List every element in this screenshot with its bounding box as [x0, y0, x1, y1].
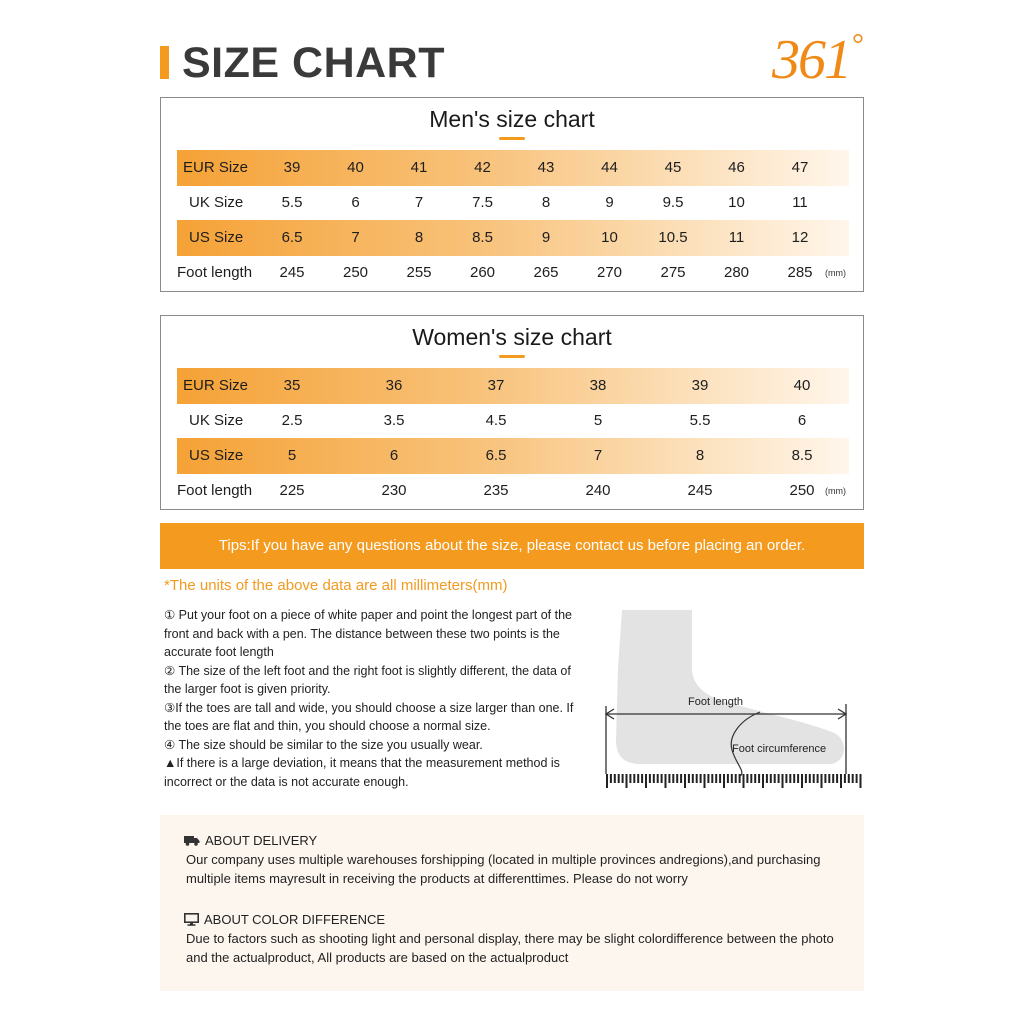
row-label: UK Size: [189, 194, 244, 211]
page-title: SIZE CHART: [182, 39, 445, 87]
size-cell: 11: [728, 229, 745, 246]
size-cell: 235: [483, 482, 509, 499]
size-cell: 40: [347, 159, 364, 176]
size-cell: 8.5: [791, 447, 813, 464]
step-3: ③If the toes are tall and wide, you should choose a size larger than one. If the toes are flat and thin, you should choose a normal size.: [164, 700, 574, 733]
ruler-tick: [657, 774, 659, 783]
ruler-tick: [731, 774, 733, 783]
size-cell: 7: [414, 194, 424, 211]
ruler-tick: [610, 774, 612, 783]
ruler-tick: [614, 774, 616, 783]
ruler-tick: [801, 774, 803, 788]
foot-length-label: Foot length: [688, 696, 744, 708]
size-cell: 44: [601, 159, 618, 176]
size-cell: 37: [487, 377, 505, 394]
ruler-tick: [711, 774, 713, 783]
ruler-tick: [649, 774, 651, 783]
ruler-tick: [766, 774, 768, 783]
ruler-tick: [665, 774, 667, 788]
size-row: [177, 150, 849, 186]
ruler-tick: [782, 774, 784, 788]
ruler-tick: [793, 774, 795, 783]
size-cell: 5.5: [689, 412, 711, 429]
color-difference-heading: ABOUT COLOR DIFFERENCE: [204, 912, 386, 927]
size-cell: 47: [791, 159, 809, 176]
ruler-tick: [758, 774, 760, 783]
ruler-tick: [684, 774, 686, 788]
size-cell: 6: [351, 194, 360, 211]
size-cell: 8: [541, 194, 551, 211]
ruler-tick: [645, 774, 647, 788]
size-cell: 6: [797, 412, 807, 429]
size-row: [177, 220, 849, 256]
delivery-text: Our company uses multiple warehouses forshipping (located in multiple provinces andregions),and purchasing multiple items mayresult in receiving the products at differenttimes. Please do not worry: [186, 852, 821, 886]
ruler-tick: [653, 774, 655, 783]
size-cell: 12: [791, 229, 809, 246]
measurement-steps: [164, 606, 589, 791]
ruler-tick: [641, 774, 643, 783]
ruler-tick: [743, 774, 745, 788]
size-cell: 41: [410, 159, 428, 176]
size-cell: 265: [533, 264, 559, 281]
delivery-heading: ABOUT DELIVERY: [205, 833, 318, 848]
foot-circumference-label: Foot circumference: [732, 743, 827, 755]
ruler-tick: [848, 774, 850, 783]
size-cell: 230: [381, 482, 407, 499]
size-cell: 250: [789, 482, 815, 499]
size-cell: 42: [474, 159, 491, 176]
ruler-tick: [821, 774, 823, 788]
size-cell: 2.5: [281, 412, 303, 429]
ruler-tick: [723, 774, 725, 788]
size-cell: 6: [389, 447, 399, 464]
ruler-tick: [860, 774, 862, 788]
row-label: UK Size: [189, 412, 244, 429]
logo-number: 361: [772, 29, 850, 91]
delivery-heading-row: [184, 833, 317, 848]
truck-icon: [184, 835, 200, 846]
size-cell: 36: [385, 377, 403, 394]
ruler-tick: [719, 774, 721, 783]
ruler-tick: [844, 774, 846, 783]
size-row: [177, 438, 849, 474]
ruler-tick: [817, 774, 819, 783]
size-cell: 8: [695, 447, 705, 464]
row-label: US Size: [189, 447, 244, 464]
tips-banner: Tips:If you have any questions about the size, please contact us before placing an order.: [160, 523, 864, 569]
size-cell: 275: [660, 264, 686, 281]
step-4: ④ The size should be similar to the size you usually wear.: [164, 737, 483, 752]
size-cell: 10: [728, 194, 745, 211]
size-cell: 45: [664, 159, 682, 176]
size-cell: 9.5: [662, 194, 684, 211]
row-label: EUR Size: [183, 377, 249, 394]
size-cell: 255: [406, 264, 432, 281]
size-cell: 7: [593, 447, 603, 464]
size-cell: 5: [593, 412, 603, 429]
size-cell: 35: [283, 377, 301, 394]
step-warning: ▲If there is a large deviation, it means that the measurement method is incorrect or the data is not accurate enough.: [164, 756, 560, 789]
mens-unit-label: (mm): [825, 268, 846, 278]
size-cell: 38: [589, 377, 607, 394]
ruler-tick: [672, 774, 674, 783]
ruler-tick: [707, 774, 709, 783]
ruler-tick: [618, 774, 620, 783]
ruler-tick: [840, 774, 842, 788]
foot-diagram: [600, 608, 864, 792]
size-cell: 225: [279, 482, 305, 499]
size-row: [177, 368, 849, 404]
size-cell: 9: [541, 229, 551, 246]
size-cell: 260: [469, 264, 496, 281]
mens-chart-title: Men's size chart: [429, 106, 595, 132]
ruler-tick: [778, 774, 780, 783]
size-cell: 7: [351, 229, 360, 246]
ruler-tick: [680, 774, 682, 783]
size-cell: 250: [342, 264, 369, 281]
size-cell: 7.5: [472, 194, 493, 211]
ruler-tick: [696, 774, 698, 783]
size-row: [177, 403, 849, 439]
size-cell: 5.5: [281, 194, 303, 211]
ruler-tick: [789, 774, 791, 783]
mens-size-chart: [160, 97, 864, 292]
ruler-tick: [637, 774, 639, 783]
step-2: ② The size of the left foot and the right foot is slightly different, the data of the larger foot is given priority.: [164, 663, 571, 696]
ruler-tick: [750, 774, 752, 783]
size-cell: 4.5: [485, 412, 507, 429]
row-label: EUR Size: [183, 159, 249, 176]
size-row: [177, 255, 849, 291]
title-accent-bar: [160, 46, 169, 79]
size-cell: 10: [601, 229, 618, 246]
ruler-tick: [692, 774, 694, 783]
row-label: Foot length: [177, 482, 253, 499]
size-cell: 46: [728, 159, 745, 176]
ruler-tick: [739, 774, 741, 783]
ruler-tick: [700, 774, 702, 783]
ruler-tick: [606, 774, 608, 788]
size-cell: 245: [687, 482, 713, 499]
size-cell: 280: [723, 264, 750, 281]
ruler-tick: [856, 774, 858, 783]
color-heading-row: [184, 912, 385, 927]
ruler-tick: [828, 774, 830, 783]
ruler-tick: [813, 774, 815, 783]
ruler-tick: [715, 774, 717, 783]
ruler-tick: [852, 774, 854, 783]
ruler-tick: [704, 774, 706, 788]
ruler-tick: [676, 774, 678, 783]
ruler-tick: [622, 774, 624, 783]
foot-illustration-icon: [600, 608, 864, 792]
ruler-tick: [633, 774, 635, 783]
size-cell: 11: [792, 194, 808, 211]
size-cell: 6.5: [281, 229, 303, 246]
units-note: *The units of the above data are all millimeters(mm): [164, 577, 508, 594]
size-cell: 40: [793, 377, 811, 394]
ruler-tick: [661, 774, 663, 783]
womens-unit-label: (mm): [825, 486, 846, 496]
size-row: [177, 473, 849, 509]
monitor-icon: [184, 913, 199, 926]
ruler-tick: [770, 774, 772, 783]
ruler-tick: [805, 774, 807, 783]
size-cell: 9: [605, 194, 614, 211]
size-cell: 43: [537, 159, 555, 176]
ruler-tick: [836, 774, 838, 783]
womens-size-chart: [160, 315, 864, 510]
ruler-tick: [746, 774, 748, 783]
size-cell: 270: [596, 264, 623, 281]
ruler-tick: [824, 774, 826, 783]
ruler-tick: [832, 774, 834, 783]
brand-logo: [772, 30, 864, 92]
row-label: Foot length: [177, 264, 253, 281]
ruler-tick: [668, 774, 670, 783]
ruler-tick: [735, 774, 737, 783]
ruler-tick: [809, 774, 811, 783]
ruler-tick: [797, 774, 799, 783]
size-cell: 39: [283, 159, 301, 176]
size-cell: 6.5: [485, 447, 507, 464]
ruler-tick: [774, 774, 776, 783]
logo-degree: °: [852, 28, 864, 61]
size-cell: 8: [414, 229, 424, 246]
womens-title-underline: [499, 355, 525, 358]
womens-chart-title: Women's size chart: [412, 324, 612, 350]
ruler-tick: [727, 774, 729, 783]
size-cell: 240: [585, 482, 611, 499]
size-cell: 245: [279, 264, 305, 281]
ruler-tick: [785, 774, 787, 783]
ruler-tick: [762, 774, 764, 788]
size-cell: 39: [691, 377, 709, 394]
ruler-tick: [688, 774, 690, 783]
step-1: ① Put your foot on a piece of white paper and point the longest part of the front and back with a pen. The distance between these two points is the accurate foot length: [164, 608, 573, 659]
size-cell: 10.5: [658, 229, 688, 246]
size-cell: 5: [287, 447, 297, 464]
ruler-tick: [754, 774, 756, 783]
size-cell: 285: [787, 264, 813, 281]
row-label: US Size: [189, 229, 244, 246]
info-panel: [160, 815, 864, 991]
mens-title-underline: [499, 137, 525, 140]
size-row: [177, 185, 849, 221]
ruler-icon: [606, 774, 862, 788]
size-cell: 8.5: [472, 229, 493, 246]
ruler-tick: [629, 774, 631, 783]
size-cell: 3.5: [383, 412, 405, 429]
color-difference-text: Due to factors such as shooting light and personal display, there may be slight colordifference between the photo and the actualproduct, All products are based on the actualproduct: [186, 931, 834, 965]
ruler-tick: [626, 774, 628, 788]
